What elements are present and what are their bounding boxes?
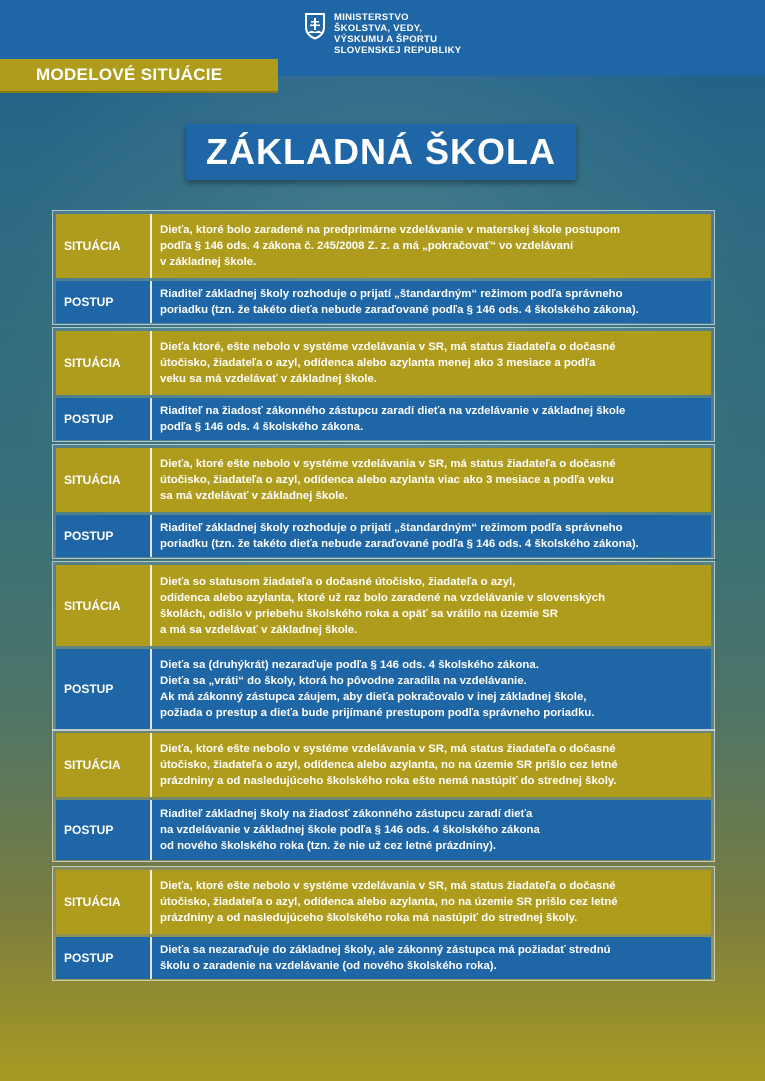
procedure-text: Riaditeľ na žiadosť zákonného zástupcu zaradí dieťa na vzdelávanie v základnej škole podľa § 146 ods. 4 školského zákona.	[160, 405, 626, 433]
ministry-logo	[304, 12, 461, 56]
procedure-text: Dieťa sa (druhýkrát) nezaraďuje podľa § 146 ods. 4 školského zákona. Dieťa sa „vráti“ do školy, ktorá ho pôvodne zaradila na vzdelávanie. Ak má zákonný zástupca záujem, aby dieťa pokračovalo v inej základnej škole, požiada o prestup a dieťa bude prijímané prestupom podľa správneho poriadku.	[160, 659, 595, 719]
situation-row	[56, 214, 711, 278]
situation-row	[56, 733, 711, 797]
banner-label: MODELOVÉ SITUÁCIE	[36, 65, 223, 84]
situation-group	[52, 866, 715, 981]
situation-row	[56, 331, 711, 395]
procedure-row	[56, 281, 711, 323]
situation-group	[52, 327, 715, 442]
ministry-line: VÝSKUMU A ŠPORTU	[334, 34, 438, 45]
procedure-row	[56, 398, 711, 440]
procedure-row	[56, 800, 711, 860]
situation-label: SITUÁCIA	[56, 733, 152, 797]
procedure-label: POSTUP	[56, 281, 152, 323]
situation-label: SITUÁCIA	[56, 331, 152, 395]
situation-label: SITUÁCIA	[56, 870, 152, 934]
coat-of-arms-icon	[304, 12, 326, 40]
procedure-text: Riaditeľ základnej školy na žiadosť zákonného zástupcu zaradí dieťa na vzdelávanie v základnej škole podľa § 146 ods. 4 školského zákona od nového školského roka (tzn. že nie už cez letné prázdniny).	[160, 808, 540, 852]
situation-text: Dieťa ktoré, ešte nebolo v systéme vzdelávania v SR, má status žiadateľa o dočasné útočisko, žiadateľa o azyl, odídenca alebo azylanta menej ako 3 mesiace a podľa veku sa má vzdelávať v základnej škole.	[160, 341, 616, 385]
procedure-text: Riaditeľ základnej školy rozhoduje o prijatí „štandardným“ režimom podľa správneho poriadku (tzn. že takéto dieťa nebude zaraďované podľa § 146 ods. 4 školského zákona).	[160, 522, 639, 550]
situation-text: Dieťa, ktoré ešte nebolo v systéme vzdelávania v SR, má status žiadateľa o dočasné útočisko, žiadateľa o azyl, odídenca alebo azylanta, no na územie SR prišlo cez letné prázdniny a od nasledujúceho školského roka má nastúpiť do strednej školy.	[160, 880, 618, 924]
situation-group	[52, 561, 715, 731]
procedure-text: Dieťa sa nezaraďuje do základnej školy, ale zákonný zástupca má požiadať strednú školu o zaradenie na vzdelávanie (od nového školského roka).	[160, 944, 611, 972]
page-title: ZÁKLADNÁ ŠKOLA	[206, 131, 556, 172]
procedure-label: POSTUP	[56, 649, 152, 729]
situation-text: Dieťa, ktoré ešte nebolo v systéme vzdelávania v SR, má status žiadateľa o dočasné útočisko, žiadateľa o azyl, odídenca alebo azylanta, no na územie SR prišlo cez letné prázdniny a od nasledujúceho školského roka ešte nemá nastúpiť do strednej školy.	[160, 743, 618, 787]
procedure-row	[56, 937, 711, 979]
situation-text: Dieťa so statusom žiadateľa o dočasné útočisko, žiadateľa o azyl, odídenca alebo azylanta, ktoré už raz bolo zaradené na vzdelávanie v slovenských školách, odišlo v priebehu školského roka a opäť sa vrátilo na územie SR a má sa vzdelávať v základnej škole.	[160, 575, 606, 636]
procedure-row	[56, 649, 711, 729]
ministry-line: MINISTERSTVO	[334, 12, 409, 23]
ministry-line: ŠKOLSTVA, VEDY,	[334, 23, 423, 34]
section-banner	[0, 59, 278, 93]
situation-group	[52, 210, 715, 325]
procedure-label: POSTUP	[56, 398, 152, 440]
situation-label: SITUÁCIA	[56, 565, 152, 646]
situation-row	[56, 448, 711, 512]
procedure-text: Riaditeľ základnej školy rozhoduje o prijatí „štandardným“ režimom podľa správneho poriadku (tzn. že takéto dieťa nebude zaraďované podľa § 146 ods. 4 školského zákona).	[160, 288, 639, 316]
procedure-row	[56, 515, 711, 557]
situation-row	[56, 870, 711, 934]
procedure-label: POSTUP	[56, 515, 152, 557]
situation-text: Dieťa, ktoré ešte nebolo v systéme vzdelávania v SR, má status žiadateľa o dočasné útočisko, žiadateľa o azyl, odídenca alebo azylanta viac ako 3 mesiace a podľa veku sa má vzdelávať v základnej škole.	[160, 458, 616, 502]
page-title-box	[186, 124, 576, 180]
ministry-line: SLOVENSKEJ REPUBLIKY	[334, 45, 462, 56]
situation-group	[52, 729, 715, 862]
situation-row	[56, 565, 711, 646]
procedure-label: POSTUP	[56, 937, 152, 979]
procedure-label: POSTUP	[56, 800, 152, 860]
situation-group	[52, 444, 715, 559]
situation-label: SITUÁCIA	[56, 448, 152, 512]
situation-label: SITUÁCIA	[56, 214, 152, 278]
situation-text: Dieťa, ktoré bolo zaradené na predprimárne vzdelávanie v materskej škole postupom podľa § 146 ods. 4 zákona č. 245/2008 Z. z. a má „pokračovať“ vo vzdelávaní v základnej škole.	[160, 224, 620, 268]
